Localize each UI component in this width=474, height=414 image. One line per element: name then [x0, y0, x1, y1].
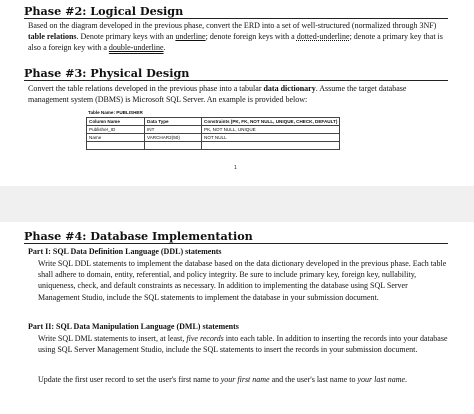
table-cell: NOT NULL — [202, 134, 340, 142]
part2-text-b: into each table. In addition to inserting the records into your database using SQL Server Management Studio, include the SQL statements to insert the records in your submission document. — [38, 334, 448, 355]
phase2-text-e: . — [163, 43, 166, 53]
part2-paragraph — [38, 333, 450, 355]
phase3-paragraph — [28, 83, 448, 105]
part1-heading: Part I: SQL Data Definition Language (DDL) statements — [28, 247, 222, 256]
table-cell: Name — [87, 134, 145, 142]
double-underline-example: double-underline — [108, 43, 164, 53]
phase2-paragraph — [28, 20, 448, 54]
table-cell: VARCHAR2(50) — [145, 134, 202, 142]
page-number: 1 — [234, 165, 237, 171]
page-2 — [0, 222, 474, 414]
heading-rule — [24, 18, 448, 19]
phase3-text-a: Convert the table relations developed in the previous phase into a tabular — [28, 84, 264, 93]
update-italic-last: your last name — [357, 375, 406, 384]
column-header: Data Type — [145, 118, 202, 126]
phase2-text-c: ; denote foreign keys with a — [205, 32, 297, 42]
phase3-bold: data dictionary — [263, 84, 316, 93]
table-cell — [145, 142, 202, 150]
update-paragraph — [38, 374, 450, 385]
phase2-text-a: Based on the diagram developed in the previous phase, convert the ERD into a set of well-structured (normalized through 3NF) — [28, 21, 437, 30]
page-gap — [0, 186, 474, 222]
column-header: Column Name — [87, 118, 145, 126]
phase3-text-b: . Assume the target database management system (DBMS) is Microsoft SQL Server. An example is provided below: — [28, 84, 407, 105]
phase2-text-d: ; denote a primary key that is also a foreign key with a — [28, 32, 443, 53]
table-row — [87, 142, 340, 150]
update-text-c: . — [405, 375, 408, 384]
part2-text-a: Write SQL DML statements to insert, at least, — [38, 334, 187, 343]
heading-rule — [24, 80, 448, 81]
table-cell: PK, NOT NULL, UNIQUE — [202, 126, 340, 134]
heading-rule — [24, 243, 448, 244]
table-cell — [202, 142, 340, 150]
table-header-row — [87, 118, 340, 126]
part2-italic: five records — [186, 334, 224, 343]
update-italic-first: your first name — [220, 375, 270, 384]
update-text-b: and the user's last name to — [269, 375, 358, 384]
column-header: Constraints (PK, FK, NOT NULL, UNIQUE, CHECK, DEFAULT) — [202, 118, 340, 126]
table-row — [87, 134, 340, 142]
page-1 — [0, 0, 474, 186]
table-cell — [87, 142, 145, 150]
phase2-bold: table relations — [28, 32, 77, 42]
dotted-underline-example: dotted-underline — [296, 32, 350, 42]
part2-heading: Part II: SQL Data Manipulation Language (DML) statements — [28, 322, 239, 331]
phase2-heading: Phase #2: Logical Design — [24, 4, 184, 18]
table-caption: Table Name: PUBLISHER — [88, 110, 143, 115]
part1-paragraph: Write SQL DDL statements to implement the database based on the data dictionary developed in the previous phase. Each table shall adhere to domain, entity, referential, and policy integrity. Be sure to include primary key, foreign key, nullability, uniqueness, check, and default constraints as necessary. In addition to implementing the database using SQL Server Management Studio, include the SQL statements to implement the database in your submission document. — [38, 259, 447, 302]
table-cell: INT — [145, 126, 202, 134]
table-row — [87, 126, 340, 134]
underline-example: underline — [175, 32, 206, 42]
phase3-heading: Phase #3: Physical Design — [24, 66, 190, 80]
update-text-a: Update the first user record to set the user's first name to — [38, 375, 221, 384]
phase4-heading: Phase #4: Database Implementation — [24, 229, 253, 243]
phase2-text-b: . Denote primary keys with an — [76, 32, 176, 42]
data-dictionary-table — [86, 117, 340, 150]
table-cell: Publisher_ID — [87, 126, 145, 134]
